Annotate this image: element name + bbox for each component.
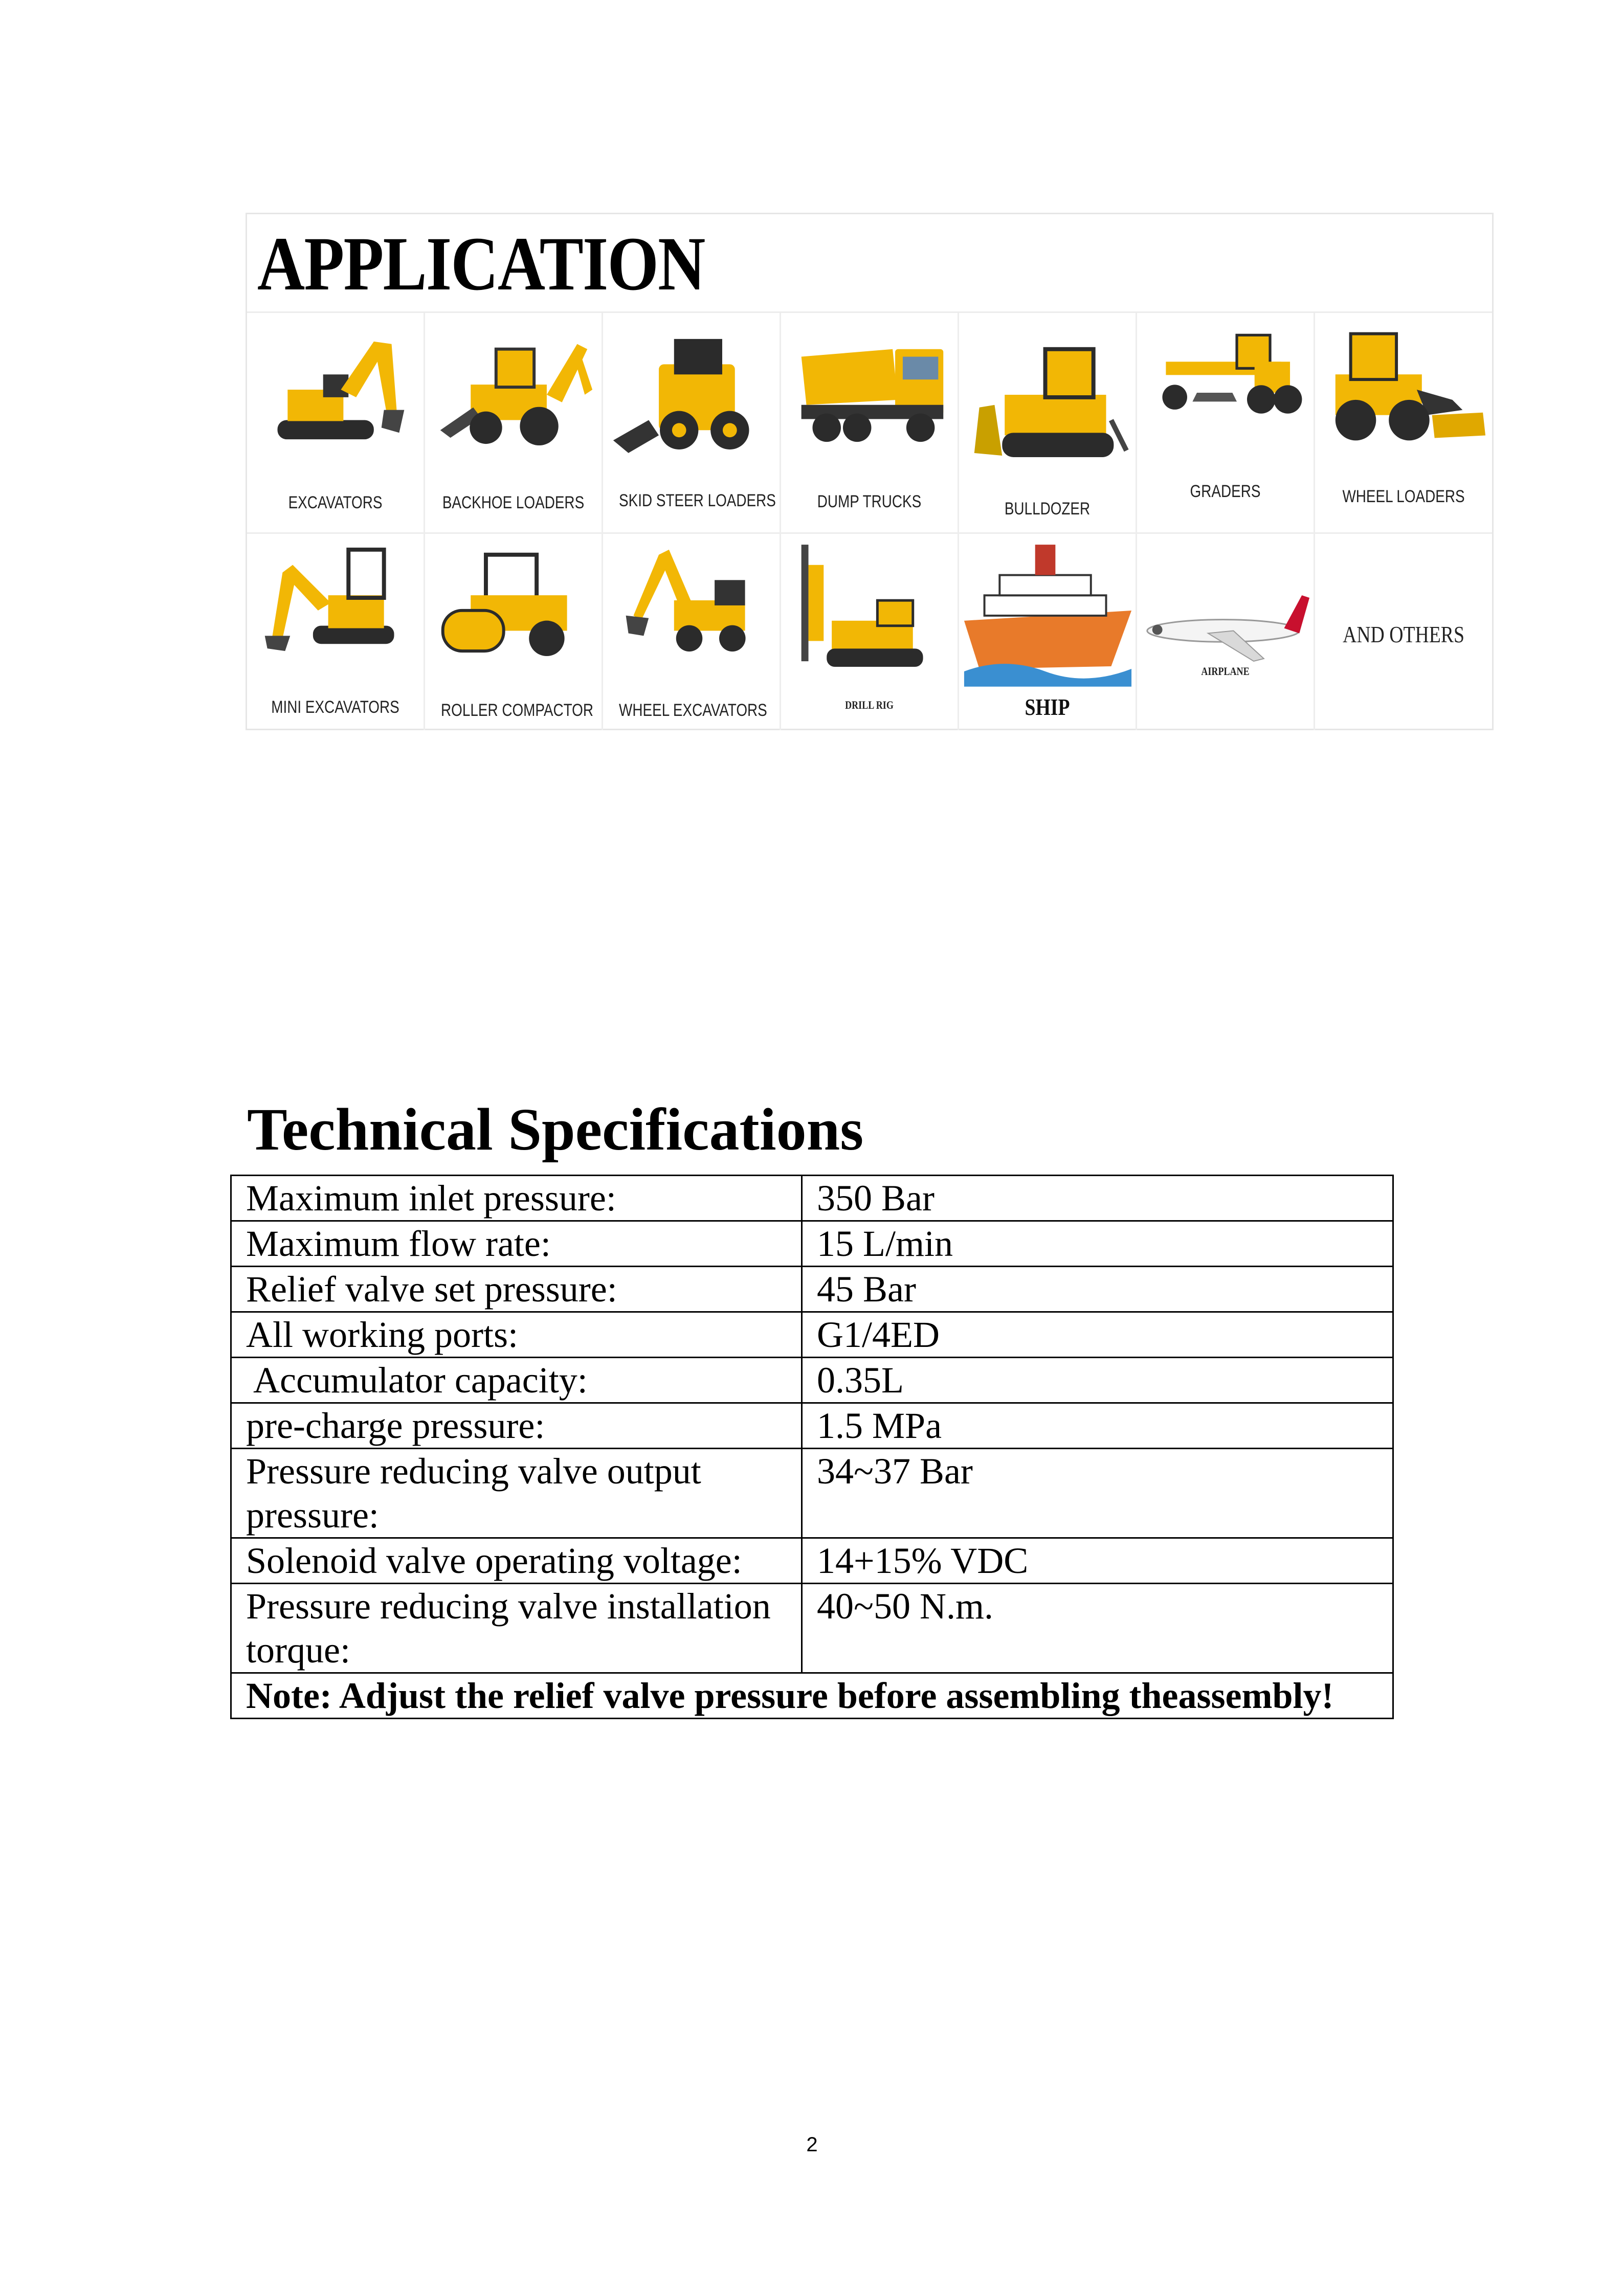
application-cell-ship	[959, 534, 1137, 730]
application-cell-wheel-loaders	[1315, 313, 1492, 534]
label-bulldozer: BULLDOZER	[1004, 499, 1091, 519]
airplane-icon	[1137, 534, 1314, 667]
application-grid	[247, 313, 1492, 730]
application-cell-mini-excavators	[247, 534, 425, 730]
spec-value: 350 Bar	[802, 1176, 1393, 1221]
spec-value: 0.35L	[802, 1358, 1393, 1403]
label-backhoe-loaders: BACKHOE LOADERS	[442, 493, 585, 512]
application-panel	[246, 213, 1494, 730]
application-cell-wheel-excavators	[603, 534, 781, 730]
skid-steer-loader-icon	[603, 313, 780, 466]
grader-icon	[1137, 313, 1314, 446]
label-wheel-loaders: WHEEL LOADERS	[1342, 487, 1465, 506]
label-and-others: AND OTHERS	[1343, 621, 1464, 647]
wheel-loader-icon	[1315, 313, 1492, 466]
table-row	[231, 1176, 1393, 1221]
page-number: 2	[806, 2133, 818, 2156]
application-cell-backhoe-loaders	[425, 313, 603, 534]
label-airplane: AIRPLANE	[1201, 665, 1250, 678]
specs-title: Technical Specifications	[247, 1096, 864, 1163]
application-cell-and-others	[1315, 534, 1492, 730]
table-row	[231, 1358, 1393, 1403]
table-row	[231, 1673, 1393, 1719]
spec-note: Note: Adjust the relief valve pressure before assembling theassembly!	[231, 1673, 1393, 1719]
label-wheel-excavators: WHEEL EXCAVATORS	[619, 701, 767, 720]
wheel-excavator-icon	[603, 534, 780, 667]
spec-value: 45 Bar	[802, 1267, 1393, 1312]
label-drill-rig: DRILL RIG	[845, 699, 894, 711]
spec-key: Pressure reducing valve output pressure:	[231, 1449, 802, 1538]
ship-icon	[959, 534, 1136, 687]
spec-key: Relief valve set pressure:	[231, 1267, 802, 1312]
table-row	[231, 1584, 1393, 1673]
table-row	[231, 1403, 1393, 1449]
spec-key: Pressure reducing valve installation torque:	[231, 1584, 802, 1673]
table-row	[231, 1267, 1393, 1312]
label-skid-steer-loaders: SKID STEER LOADERS	[619, 491, 776, 510]
table-row	[231, 1221, 1393, 1267]
application-cell-excavators	[247, 313, 425, 534]
label-graders: GRADERS	[1190, 482, 1261, 501]
spec-value: 40~50 N.m.	[802, 1584, 1393, 1673]
label-ship: SHIP	[1025, 694, 1070, 720]
application-title: APPLICATION	[257, 221, 705, 306]
spec-key: Maximum inlet pressure:	[231, 1176, 802, 1221]
spec-key: Accumulator capacity:	[231, 1358, 802, 1403]
application-cell-airplane	[1137, 534, 1315, 730]
spec-key: All working ports:	[231, 1312, 802, 1358]
bulldozer-icon	[959, 313, 1136, 477]
label-excavators: EXCAVATORS	[288, 493, 383, 512]
spec-value: 15 L/min	[802, 1221, 1393, 1267]
specs-table	[230, 1175, 1394, 1719]
spec-value: 14+15% VDC	[802, 1538, 1393, 1584]
table-row	[231, 1538, 1393, 1584]
application-cell-bulldozer	[959, 313, 1137, 534]
spec-key: Maximum flow rate:	[231, 1221, 802, 1267]
excavator-icon	[247, 313, 424, 466]
label-dump-trucks: DUMP TRUCKS	[817, 492, 922, 511]
spec-value: 1.5 MPa	[802, 1403, 1393, 1449]
table-row	[231, 1449, 1393, 1538]
spec-key: pre-charge pressure:	[231, 1403, 802, 1449]
table-row	[231, 1312, 1393, 1358]
label-roller-compactor: ROLLER COMPACTOR	[441, 701, 594, 720]
spec-key: Solenoid valve operating voltage:	[231, 1538, 802, 1584]
mini-excavator-icon	[247, 534, 424, 667]
application-cell-dump-trucks	[781, 313, 959, 534]
application-cell-graders	[1137, 313, 1315, 534]
spec-value: 34~37 Bar	[802, 1449, 1393, 1538]
backhoe-loader-icon	[425, 313, 602, 466]
drill-rig-icon	[781, 534, 958, 687]
application-cell-roller-compactor	[425, 534, 603, 730]
roller-compactor-icon	[425, 534, 602, 667]
application-cell-drill-rig	[781, 534, 959, 730]
spec-value: G1/4ED	[802, 1312, 1393, 1358]
application-cell-skid-steer-loaders	[603, 313, 781, 534]
dump-truck-icon	[781, 313, 958, 466]
label-mini-excavators: MINI EXCAVATORS	[271, 697, 399, 717]
